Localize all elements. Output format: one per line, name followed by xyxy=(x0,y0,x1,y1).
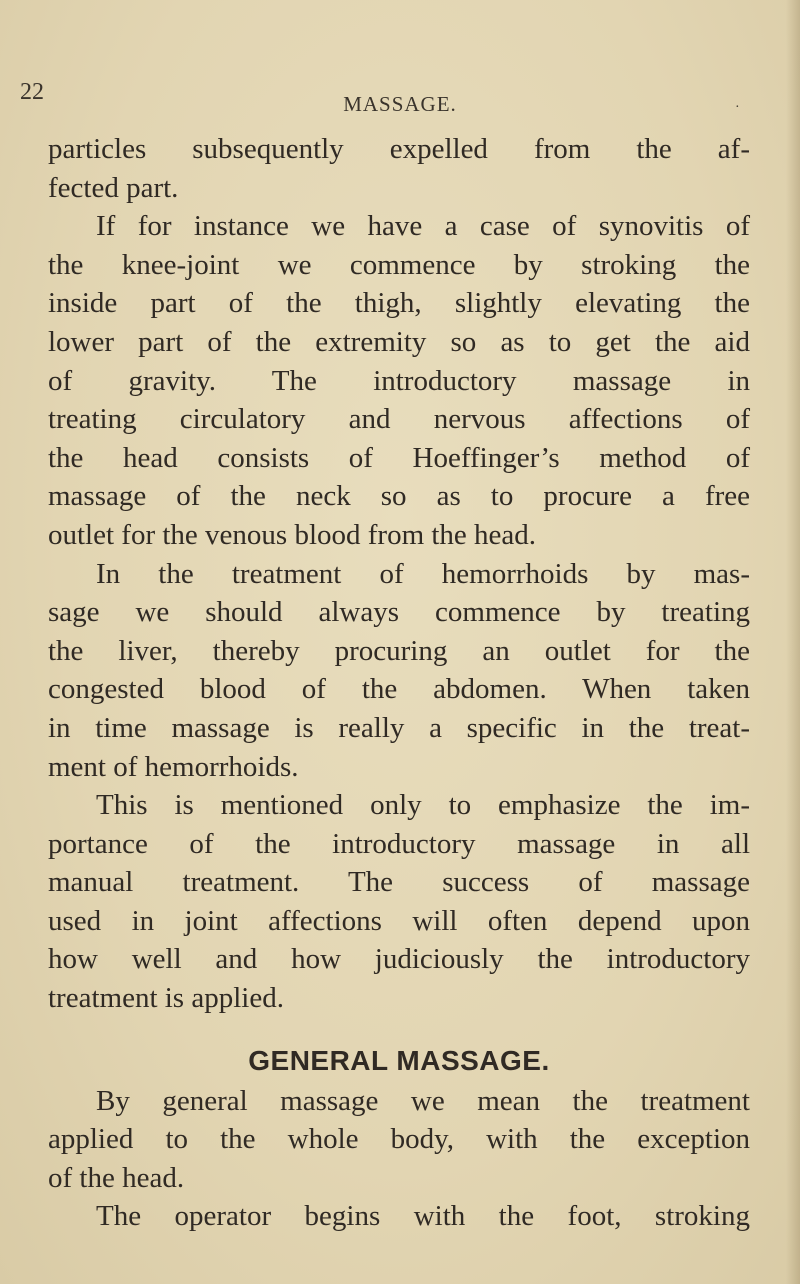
text-line: the liver, thereby procuring an outlet for the xyxy=(48,634,750,667)
text-line: manual treatment. The success of massage xyxy=(48,866,750,899)
text-line: By general massage we mean the treatment xyxy=(96,1084,750,1117)
text-line: In the treatment of hemorrhoids by mas- xyxy=(96,557,750,590)
text-line: sage we should always commence by treating xyxy=(48,596,750,629)
text-line: massage of the neck so as to procure a free xyxy=(48,480,750,513)
text-line: congested blood of the abdomen. When taken xyxy=(48,673,750,706)
text-line: portance of the introductory massage in all xyxy=(48,827,750,860)
page-edge-shadow xyxy=(786,0,800,1284)
printer-mark: · xyxy=(735,100,740,115)
text-line: The operator begins with the foot, stroking xyxy=(96,1200,750,1233)
paragraph xyxy=(48,1197,750,1236)
text-line: This is mentioned only to emphasize the im- xyxy=(96,789,750,822)
text-line: in time massage is really a specific in the treat- xyxy=(48,711,750,744)
text-line: used in joint affections will often depend upon xyxy=(48,904,750,937)
text-line: particles subsequently expelled from the af- xyxy=(48,133,750,165)
paragraph xyxy=(48,786,750,1018)
text-line: lower part of the extremity so as to get the aid xyxy=(48,325,750,358)
paragraph xyxy=(48,555,750,787)
text-line: treatment is applied. xyxy=(48,982,284,1015)
paragraph xyxy=(48,130,750,207)
text-line: treating circulatory and nervous affections of xyxy=(48,403,750,436)
running-head: MASSAGE. xyxy=(343,92,457,116)
text-line: outlet for the venous blood from the head. xyxy=(48,518,537,551)
text-line: of the head. xyxy=(48,1161,185,1194)
text-line: fected part. xyxy=(48,171,179,204)
text-line: If for instance we have a case of synovitis of xyxy=(96,210,750,243)
text-line: applied to the whole body, with the exception xyxy=(48,1123,750,1156)
body-text xyxy=(48,130,750,1236)
page-number: 22 xyxy=(20,79,44,105)
paragraph xyxy=(48,1082,750,1198)
text-line: ment of hemorrhoids. xyxy=(48,750,299,783)
text-line: of gravity. The introductory massage in xyxy=(48,364,750,397)
text-line: the knee-joint we commence by stroking the xyxy=(48,248,750,281)
paragraph xyxy=(48,207,750,554)
text-line: inside part of the thigh, slightly elevating the xyxy=(48,287,750,320)
text-line: how well and how judiciously the introductory xyxy=(48,943,750,976)
section-heading: GENERAL MASSAGE. xyxy=(248,1044,550,1076)
text-line: the head consists of Hoeffinger’s method of xyxy=(48,441,750,474)
